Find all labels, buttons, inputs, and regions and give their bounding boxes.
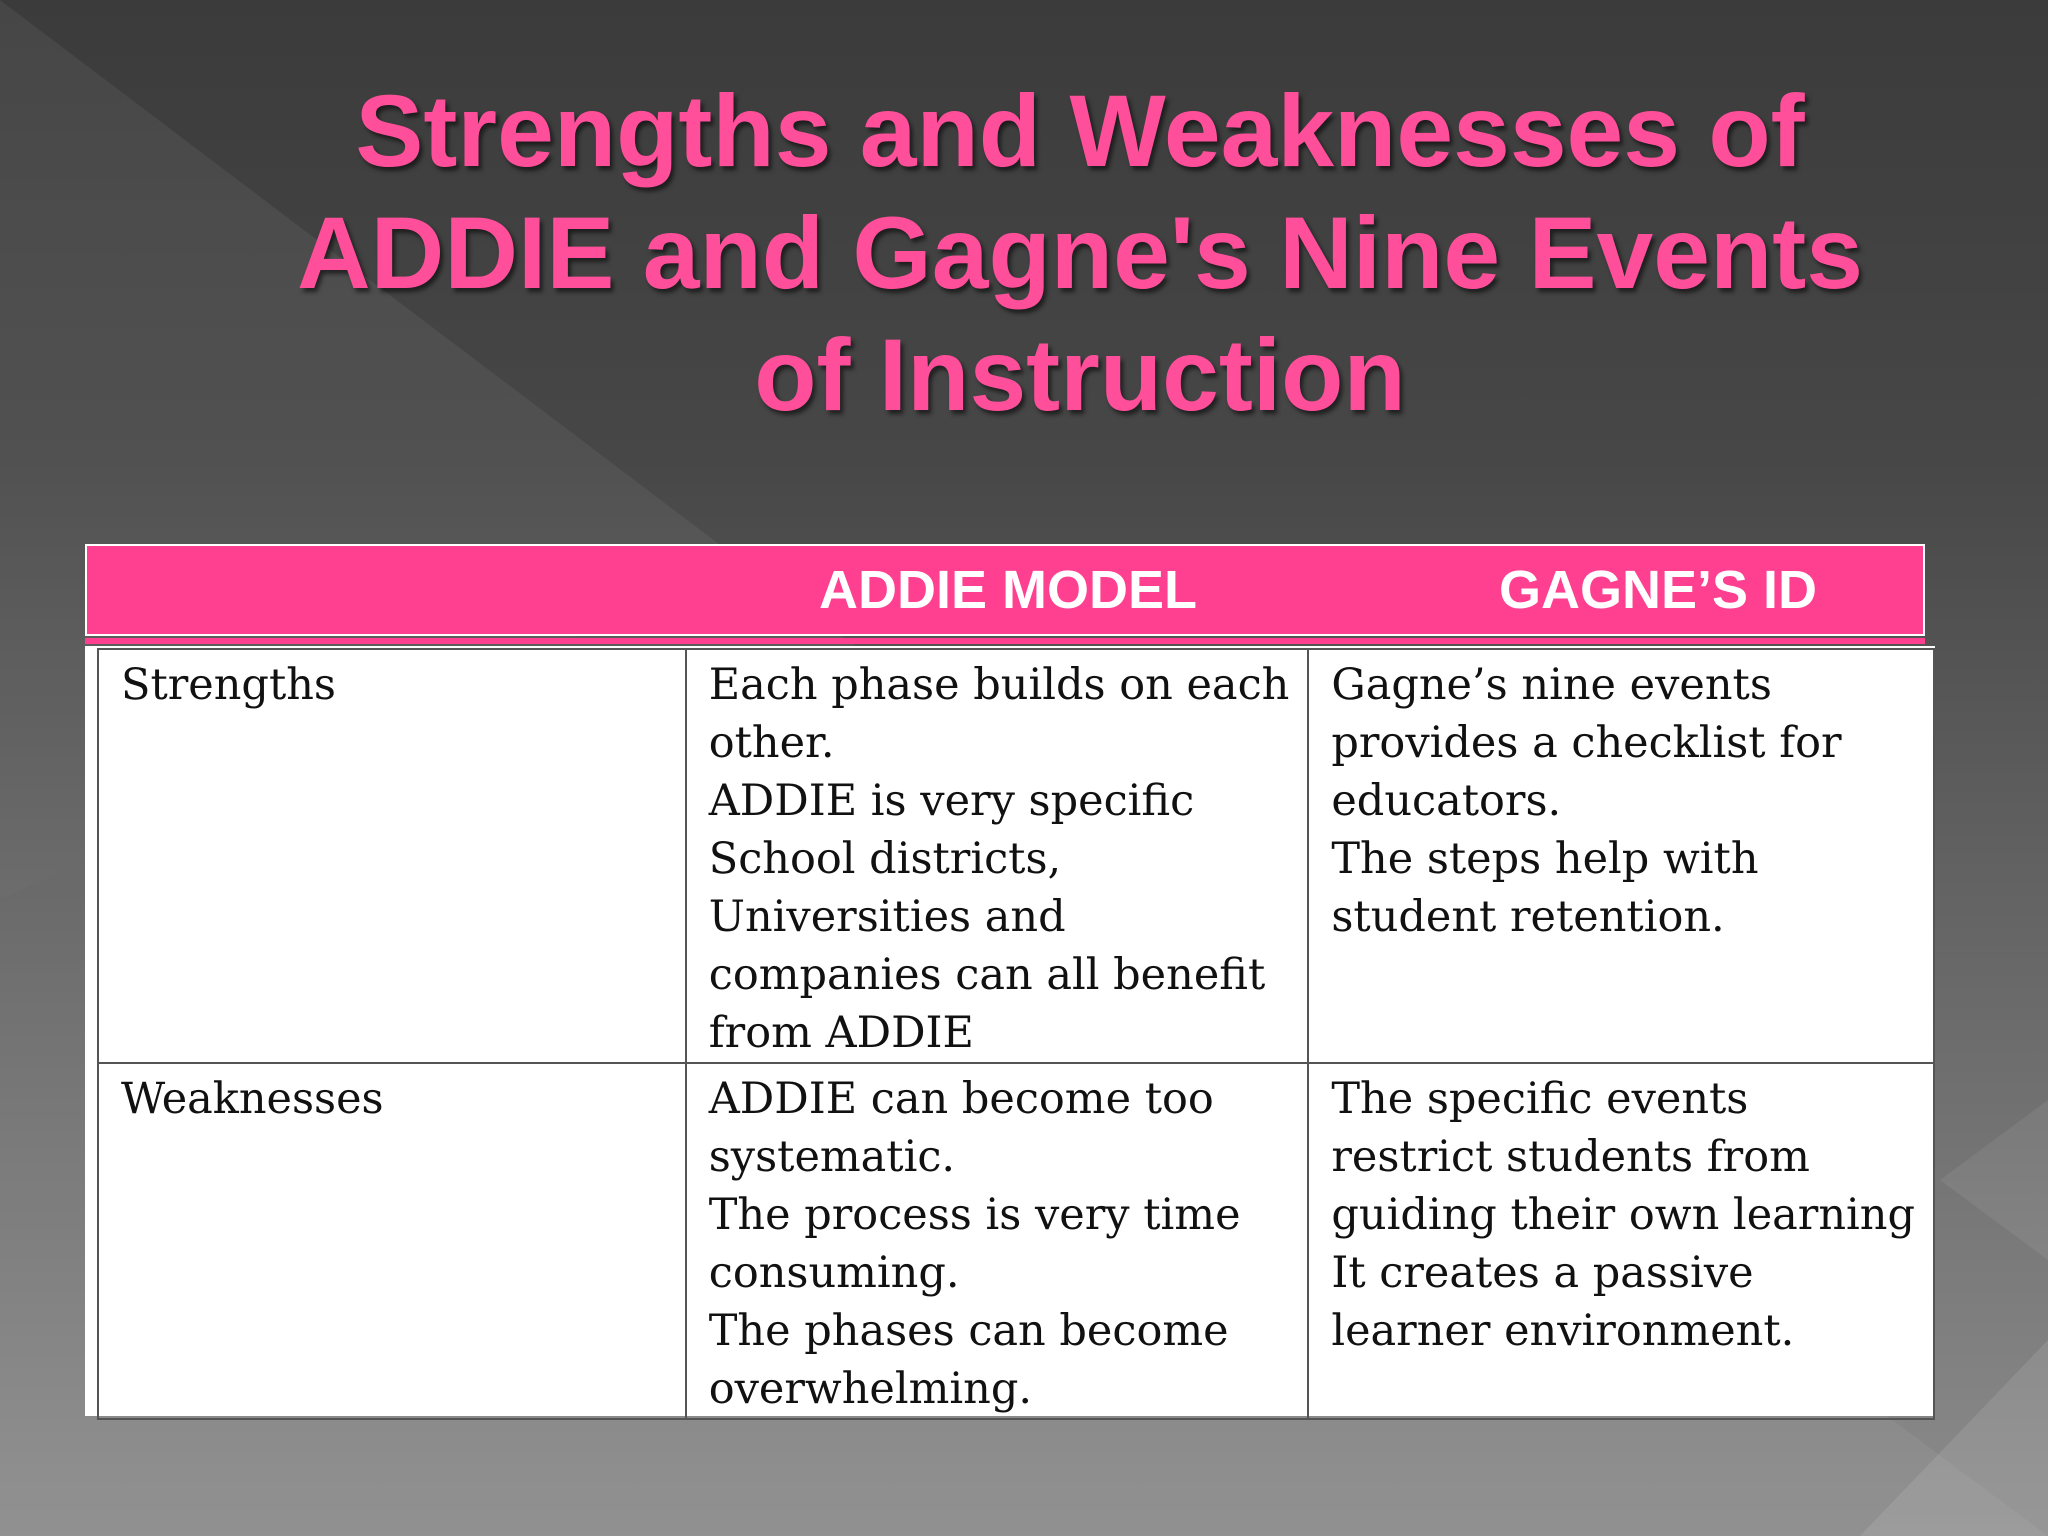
cell-line: learner environment. — [1331, 1306, 1795, 1356]
cell-line: ADDIE is very specific — [708, 776, 1195, 826]
cell-line: companies can all benefit — [708, 950, 1266, 1000]
row-label: Strengths — [121, 660, 336, 710]
table-row-weaknesses — [98, 1063, 1934, 1419]
cell-line: student retention. — [1331, 892, 1725, 942]
header-gagnes-id: GAGNE’S ID — [1499, 560, 1818, 620]
cell-strengths-addie — [686, 649, 1309, 1063]
cell-line: other. — [708, 718, 835, 768]
table-row-strengths — [98, 649, 1934, 1063]
cell-line: restrict students from — [1331, 1132, 1810, 1182]
comparison-grid — [97, 648, 1935, 1420]
cell-line: ADDIE can become too — [708, 1074, 1214, 1124]
cell-line: Each phase builds on each — [708, 660, 1290, 710]
header-addie-model: ADDIE MODEL — [819, 560, 1197, 620]
title-line-2: ADDIE and Gagne's Nine Events — [297, 196, 1863, 310]
cell-line: School districts, — [708, 834, 1062, 884]
row-label: Weaknesses — [121, 1074, 384, 1124]
cell-line: The phases can become — [708, 1306, 1229, 1356]
cell-line: The process is very time — [708, 1190, 1241, 1240]
cell-line: Gagne’s nine events — [1331, 660, 1772, 710]
cell-line: consuming. — [708, 1248, 960, 1298]
cell-line: provides a checklist for — [1331, 718, 1842, 768]
header-underline — [85, 638, 1925, 644]
title-line-3: of Instruction — [754, 318, 1406, 432]
cell-line: The specific events — [1331, 1074, 1749, 1124]
cell-strengths-label — [98, 649, 686, 1063]
cell-weaknesses-label — [98, 1063, 686, 1419]
cell-line: The steps help with — [1331, 834, 1759, 884]
cell-line: overwhelming. — [708, 1364, 1033, 1414]
comparison-table — [85, 646, 1935, 1416]
title-line-1: Strengths and Weaknesses of — [355, 74, 1805, 188]
cell-line: systematic. — [708, 1132, 956, 1182]
cell-weaknesses-gagne — [1308, 1063, 1934, 1419]
cell-line: from ADDIE — [708, 1008, 974, 1058]
cell-line: educators. — [1331, 776, 1562, 826]
cell-line: It creates a passive — [1331, 1248, 1754, 1298]
slide-title — [160, 70, 2000, 436]
cell-weaknesses-addie — [686, 1063, 1309, 1419]
bg-diagonal-panel-right-upper — [1940, 1100, 2048, 1260]
cell-strengths-gagne — [1308, 649, 1934, 1063]
table-header-bar — [85, 544, 1925, 636]
cell-line: Universities and — [708, 892, 1066, 942]
cell-line: guiding their own learning — [1331, 1190, 1915, 1240]
